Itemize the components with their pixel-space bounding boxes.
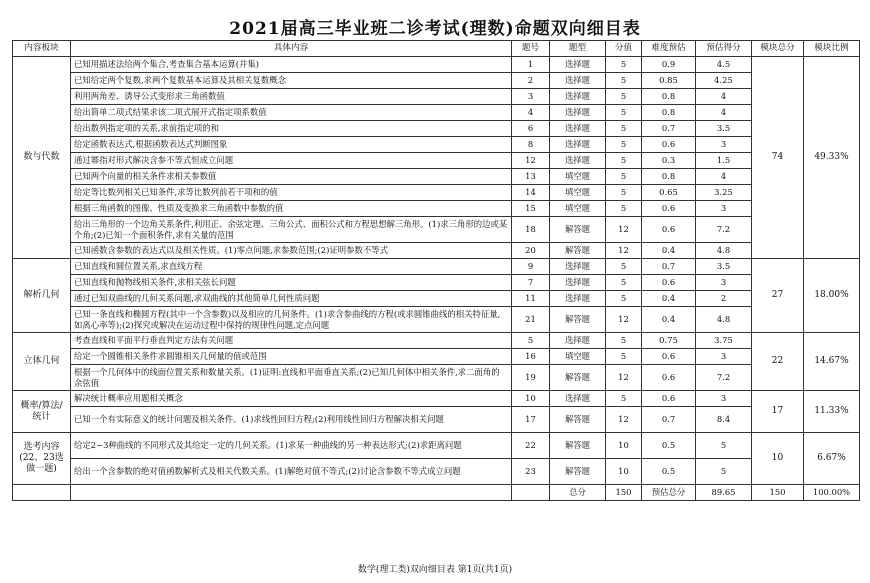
- table-row: [13, 217, 860, 243]
- estimated-score-cell: 3.25: [696, 185, 752, 201]
- question-number-cell: 22: [512, 433, 550, 459]
- table-row: [13, 89, 860, 105]
- content-cell: 已知用描述法给两个集合,考查集合基本运算(并集): [71, 57, 512, 73]
- question-type-cell: 解答题: [550, 243, 606, 259]
- question-number-cell: 4: [512, 105, 550, 121]
- content-cell: 根据三角函数的图像、性质及变换求三角函数中参数的值: [71, 201, 512, 217]
- header-cell: 题号: [512, 41, 550, 57]
- question-type-cell: 填空题: [550, 169, 606, 185]
- score-cell: 5: [606, 153, 642, 169]
- content-cell: 给定一个圆锥相关条件求圆锥相关几何量的值或范围: [71, 349, 512, 365]
- blank-cell: [13, 485, 71, 501]
- content-cell: 给出三角形的一个边角关系条件,利用正、余弦定理、三角公式、面积公式和方程思想解三角形。(1)求三角形的边或某个角;(2)已知一个面积条件,求有关量的范围: [71, 217, 512, 243]
- module-total-cell: 27: [752, 259, 804, 333]
- table-row: [13, 275, 860, 291]
- difficulty-cell: 0.4: [642, 243, 696, 259]
- estimated-score-cell: 3: [696, 391, 752, 407]
- question-type-cell: 选择题: [550, 259, 606, 275]
- table-row: [13, 105, 860, 121]
- question-type-cell: 填空题: [550, 201, 606, 217]
- question-number-cell: 12: [512, 153, 550, 169]
- score-cell: 5: [606, 121, 642, 137]
- question-type-cell: 选择题: [550, 291, 606, 307]
- question-number-cell: 16: [512, 349, 550, 365]
- estimated-score-cell: 2: [696, 291, 752, 307]
- total-score-cell: 150: [606, 485, 642, 501]
- question-number-cell: 2: [512, 73, 550, 89]
- difficulty-cell: 0.9: [642, 57, 696, 73]
- question-number-cell: 21: [512, 307, 550, 333]
- table-row: [13, 459, 860, 485]
- module-name-cell: 数与代数: [13, 57, 71, 259]
- score-cell: 5: [606, 89, 642, 105]
- question-type-cell: 填空题: [550, 185, 606, 201]
- content-cell: 已知给定两个复数,求两个复数基本运算及其相关复数概念: [71, 73, 512, 89]
- module-total-cell: 17: [752, 391, 804, 433]
- score-cell: 5: [606, 169, 642, 185]
- grand-total-cell: 150: [752, 485, 804, 501]
- content-cell: 已知直线和抛物线相关条件,求相关弦长问题: [71, 275, 512, 291]
- table-row: [13, 57, 860, 73]
- content-cell: 解决统计概率应用题相关概念: [71, 391, 512, 407]
- module-name-cell: 概率/算法/统计: [13, 391, 71, 433]
- blank-cell: [512, 485, 550, 501]
- score-cell: 12: [606, 217, 642, 243]
- difficulty-cell: 0.8: [642, 169, 696, 185]
- content-cell: 利用两角差、诱导公式变形求三角函数值: [71, 89, 512, 105]
- difficulty-cell: 0.65: [642, 185, 696, 201]
- content-cell: 根据一个几何体中的线面位置关系和数量关系。(1)证明:直线和平面垂直关系;(2)已知几何体中相关条件,求二面角的余弦值: [71, 365, 512, 391]
- content-cell: 给出一个含参数的绝对值函数解析式及相关代数关系。(1)解绝对值不等式;(2)讨论含参数不等式成立问题: [71, 459, 512, 485]
- difficulty-cell: 0.6: [642, 201, 696, 217]
- estimated-total-cell: 89.65: [696, 485, 752, 501]
- page-title: 2021届高三毕业班二诊考试(理数)命题双向细目表: [229, 19, 641, 39]
- question-type-cell: 解答题: [550, 217, 606, 243]
- table-row: [13, 391, 860, 407]
- table-row: [13, 333, 860, 349]
- estimated-score-cell: 3: [696, 349, 752, 365]
- difficulty-cell: 0.7: [642, 121, 696, 137]
- question-type-cell: 解答题: [550, 459, 606, 485]
- content-cell: 考查直线和平面平行垂直判定方法有关问题: [71, 333, 512, 349]
- header-cell: 内容板块: [13, 41, 71, 57]
- module-ratio-cell: 6.67%: [804, 433, 860, 485]
- question-type-cell: 选择题: [550, 105, 606, 121]
- module-ratio-cell: 49.33%: [804, 57, 860, 259]
- table-row: [13, 243, 860, 259]
- estimated-score-cell: 4.5: [696, 57, 752, 73]
- module-name-cell: 立体几何: [13, 333, 71, 391]
- module-name-cell: 解析几何: [13, 259, 71, 333]
- question-type-cell: 解答题: [550, 433, 606, 459]
- difficulty-cell: 0.6: [642, 349, 696, 365]
- question-number-cell: 6: [512, 121, 550, 137]
- question-number-cell: 9: [512, 259, 550, 275]
- estimated-score-cell: 3.5: [696, 121, 752, 137]
- content-cell: 给定函数表达式,根据函数表达式判断图象: [71, 137, 512, 153]
- estimated-score-cell: 3: [696, 201, 752, 217]
- page-footer: 数学(理工类)双向细目表 第1页(共1页): [357, 565, 513, 575]
- question-type-cell: 选择题: [550, 153, 606, 169]
- difficulty-cell: 0.6: [642, 137, 696, 153]
- header-cell: 分值: [606, 41, 642, 57]
- content-cell: 给出数列指定项的关系,求前指定项的和: [71, 121, 512, 137]
- difficulty-cell: 0.6: [642, 391, 696, 407]
- module-ratio-cell: 18.00%: [804, 259, 860, 333]
- estimated-score-cell: 5: [696, 459, 752, 485]
- content-cell: 已知函数含参数的表达式以及相关性质。(1)零点问题,求参数范围;(2)证明参数不等式: [71, 243, 512, 259]
- score-cell: 5: [606, 105, 642, 121]
- estimated-score-cell: 7.2: [696, 365, 752, 391]
- question-number-cell: 19: [512, 365, 550, 391]
- estimated-score-cell: 4.8: [696, 307, 752, 333]
- header-cell: 预估得分: [696, 41, 752, 57]
- table-row: [13, 121, 860, 137]
- question-type-cell: 选择题: [550, 137, 606, 153]
- table-row: [13, 407, 860, 433]
- question-number-cell: 20: [512, 243, 550, 259]
- question-type-cell: 填空题: [550, 349, 606, 365]
- score-cell: 10: [606, 459, 642, 485]
- question-number-cell: 18: [512, 217, 550, 243]
- question-number-cell: 11: [512, 291, 550, 307]
- table-row: [13, 169, 860, 185]
- question-type-cell: 选择题: [550, 89, 606, 105]
- difficulty-cell: 0.4: [642, 307, 696, 333]
- difficulty-cell: 0.4: [642, 291, 696, 307]
- estimated-score-cell: 1.5: [696, 153, 752, 169]
- header-cell: 难度预估: [642, 41, 696, 57]
- content-cell: 已知一个有实际意义的统计问题及相关条件。(1)求线性回归方程;(2)利用线性回归方程解决相关问题: [71, 407, 512, 433]
- question-number-cell: 10: [512, 391, 550, 407]
- difficulty-cell: 0.6: [642, 217, 696, 243]
- score-cell: 12: [606, 243, 642, 259]
- question-type-cell: 选择题: [550, 275, 606, 291]
- table-row: [13, 201, 860, 217]
- content-cell: 给定等比数列相关已知条件,求等比数列前若干项和的值: [71, 185, 512, 201]
- table-row: [13, 73, 860, 89]
- estimated-score-cell: 3.75: [696, 333, 752, 349]
- estimated-score-cell: 4: [696, 89, 752, 105]
- score-cell: 5: [606, 333, 642, 349]
- difficulty-cell: 0.5: [642, 459, 696, 485]
- question-number-cell: 23: [512, 459, 550, 485]
- table-row: [13, 433, 860, 459]
- table-header-row: [13, 41, 860, 57]
- content-cell: 给出简单二项式结果求该二项式展开式指定项系数值: [71, 105, 512, 121]
- module-total-cell: 10: [752, 433, 804, 485]
- question-number-cell: 5: [512, 333, 550, 349]
- table-body: [13, 57, 860, 501]
- blank-cell: [71, 485, 512, 501]
- table-row: [13, 153, 860, 169]
- header-cell: 模块比例: [804, 41, 860, 57]
- module-ratio-cell: 11.33%: [804, 391, 860, 433]
- score-cell: 12: [606, 307, 642, 333]
- table-row: [13, 365, 860, 391]
- score-cell: 5: [606, 391, 642, 407]
- question-number-cell: 15: [512, 201, 550, 217]
- content-cell: 通过幂指对形式解决含参不等式恒成立问题: [71, 153, 512, 169]
- module-name-cell: 选考内容(22、23选做一题): [13, 433, 71, 485]
- module-total-cell: 22: [752, 333, 804, 391]
- question-type-cell: 选择题: [550, 73, 606, 89]
- score-cell: 5: [606, 137, 642, 153]
- difficulty-cell: 0.75: [642, 333, 696, 349]
- question-type-cell: 选择题: [550, 333, 606, 349]
- estimated-score-cell: 3: [696, 275, 752, 291]
- total-label-cell: 总分: [550, 485, 606, 501]
- content-cell: 已知直线和圆位置关系,求直线方程: [71, 259, 512, 275]
- question-number-cell: 3: [512, 89, 550, 105]
- summary-row: [13, 485, 860, 501]
- difficulty-cell: 0.8: [642, 89, 696, 105]
- estimated-score-cell: 7.2: [696, 217, 752, 243]
- header-cell: 题型: [550, 41, 606, 57]
- score-cell: 12: [606, 407, 642, 433]
- content-cell: 给定2~3种曲线的不同形式及其给定一定的几何关系。(1)求某一种曲线的另一种表达形式;(2)求距离问题: [71, 433, 512, 459]
- difficulty-cell: 0.7: [642, 407, 696, 433]
- estimated-score-cell: 4.8: [696, 243, 752, 259]
- score-cell: 5: [606, 57, 642, 73]
- question-number-cell: 14: [512, 185, 550, 201]
- question-type-cell: 选择题: [550, 57, 606, 73]
- content-cell: 已知两个向量的相关条件求相关参数值: [71, 169, 512, 185]
- question-type-cell: 解答题: [550, 307, 606, 333]
- question-number-cell: 13: [512, 169, 550, 185]
- difficulty-cell: 0.8: [642, 105, 696, 121]
- score-cell: 5: [606, 185, 642, 201]
- content-cell: 已知一条直线和椭圆方程(其中一个含参数)以及相应的几何条件。(1)求含参曲线的方程(或求圆锥曲线的相关特征量,如离心率等);(2)探究或解决在运动过程中保持的规律性问题,定点问题: [71, 307, 512, 333]
- question-type-cell: 选择题: [550, 121, 606, 137]
- estimated-score-cell: 4: [696, 169, 752, 185]
- module-total-cell: 74: [752, 57, 804, 259]
- spec-table: [12, 40, 860, 501]
- estimated-score-cell: 3.5: [696, 259, 752, 275]
- score-cell: 12: [606, 365, 642, 391]
- question-number-cell: 17: [512, 407, 550, 433]
- header-cell: 具体内容: [71, 41, 512, 57]
- module-ratio-cell: 14.67%: [804, 333, 860, 391]
- estimated-score-cell: 4.25: [696, 73, 752, 89]
- score-cell: 5: [606, 291, 642, 307]
- grand-ratio-cell: 100.00%: [804, 485, 860, 501]
- estimated-score-cell: 3: [696, 137, 752, 153]
- difficulty-cell: 0.7: [642, 259, 696, 275]
- difficulty-cell: 0.3: [642, 153, 696, 169]
- estimated-total-label-cell: 预估总分: [642, 485, 696, 501]
- header-cell: 模块总分: [752, 41, 804, 57]
- score-cell: 10: [606, 433, 642, 459]
- question-type-cell: 解答题: [550, 407, 606, 433]
- table-row: [13, 291, 860, 307]
- question-number-cell: 8: [512, 137, 550, 153]
- difficulty-cell: 0.6: [642, 275, 696, 291]
- question-number-cell: 7: [512, 275, 550, 291]
- table-row: [13, 307, 860, 333]
- table-row: [13, 349, 860, 365]
- question-number-cell: 1: [512, 57, 550, 73]
- table-row: [13, 185, 860, 201]
- question-type-cell: 解答题: [550, 365, 606, 391]
- score-cell: 5: [606, 259, 642, 275]
- table-row: [13, 259, 860, 275]
- difficulty-cell: 0.85: [642, 73, 696, 89]
- estimated-score-cell: 8.4: [696, 407, 752, 433]
- estimated-score-cell: 5: [696, 433, 752, 459]
- score-cell: 5: [606, 349, 642, 365]
- score-cell: 5: [606, 275, 642, 291]
- content-cell: 通过已知双曲线的几何关系问题,求双曲线的其他简单几何性质问题: [71, 291, 512, 307]
- estimated-score-cell: 4: [696, 105, 752, 121]
- difficulty-cell: 0.6: [642, 365, 696, 391]
- difficulty-cell: 0.5: [642, 433, 696, 459]
- table-row: [13, 137, 860, 153]
- score-cell: 5: [606, 201, 642, 217]
- question-type-cell: 选择题: [550, 391, 606, 407]
- score-cell: 5: [606, 73, 642, 89]
